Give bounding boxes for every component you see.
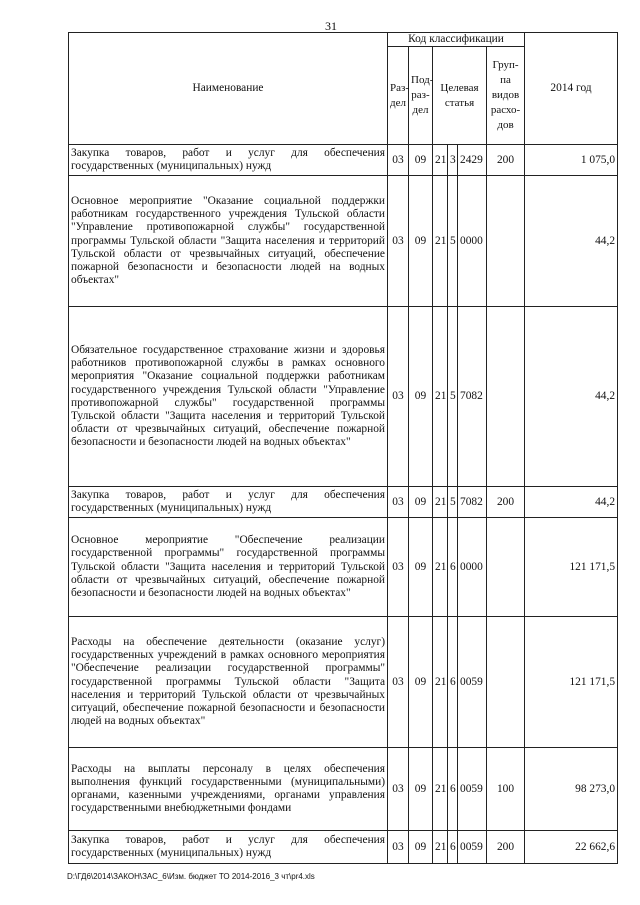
row-group — [487, 617, 525, 748]
row-article-program: 21 — [433, 748, 448, 831]
row-podrazdel: 09 — [409, 831, 433, 864]
row-group — [487, 176, 525, 307]
row-article-subprogram: 6 — [448, 518, 458, 617]
row-podrazdel: 09 — [409, 617, 433, 748]
row-name: Закупка товаров, работ и услуг для обеспечения государственных (муниципальных) нужд — [69, 145, 388, 176]
footer-file-path: D:\ГД6\2014\ЗАКОН\ЗАС_6\Изм. бюджет ТО 2014-2016_3 чт\pr4.xls — [67, 872, 315, 881]
row-amount: 44,2 — [525, 307, 618, 487]
row-podrazdel: 09 — [409, 307, 433, 487]
row-razdel: 03 — [388, 831, 409, 864]
row-article-program: 21 — [433, 518, 448, 617]
row-article-code: 0000 — [458, 518, 487, 617]
row-article-subprogram: 6 — [448, 748, 458, 831]
row-podrazdel: 09 — [409, 176, 433, 307]
row-name: Основное мероприятие "Обеспечение реализации государственной программы" государственной программы Тульской области "Защита населения и территорий Тульской области от чрезвычайных ситуаций, обеспечение пожарной безопасности и безопасности людей на водных объектах" — [69, 518, 388, 617]
row-article-code: 0059 — [458, 748, 487, 831]
row-article-subprogram: 5 — [448, 176, 458, 307]
row-group: 200 — [487, 831, 525, 864]
header-razdel: Раз-дел — [388, 47, 409, 145]
row-group: 200 — [487, 487, 525, 518]
row-amount: 121 171,5 — [525, 617, 618, 748]
row-article-subprogram: 3 — [448, 145, 458, 176]
row-article-program: 21 — [433, 307, 448, 487]
row-name: Основное мероприятие "Оказание социальной поддержки работникам государственного учреждения Тульской области "Управление противопожарной службы" государственной программы Тульской области "Защита населения и территорий Тульской области от чрезвычайных ситуаций, обеспечение пожарной безопасности и безопасности людей на водных объектах" — [69, 176, 388, 307]
row-razdel: 03 — [388, 617, 409, 748]
row-name: Расходы на обеспечение деятельности (оказание услуг) государственных учреждений в рамках основного мероприятия "Обеспечение реализации государственной программы" государственной программы Тульской области "Защита населения и территорий Тульской области от чрезвычайных ситуаций, обеспечение пожарной безопасности и безопасности людей на водных объектах" — [69, 617, 388, 748]
table-row — [69, 748, 618, 831]
row-name: Закупка товаров, работ и услуг для обеспечения государственных (муниципальных) нужд — [69, 831, 388, 864]
row-podrazdel: 09 — [409, 748, 433, 831]
row-razdel: 03 — [388, 487, 409, 518]
page-number: 31 — [325, 19, 337, 33]
table-row — [69, 145, 618, 176]
row-name: Расходы на выплаты персоналу в целях обеспечения выполнения функций государственными (муниципальными) органами, казенными учреждениями, органами управления государственными внебюджетными фондами — [69, 748, 388, 831]
row-article-code: 2429 — [458, 145, 487, 176]
row-article-program: 21 — [433, 176, 448, 307]
row-razdel: 03 — [388, 518, 409, 617]
row-podrazdel: 09 — [409, 145, 433, 176]
header-year: 2014 год — [525, 33, 618, 145]
row-razdel: 03 — [388, 307, 409, 487]
row-article-program: 21 — [433, 831, 448, 864]
budget-table — [68, 32, 618, 864]
row-podrazdel: 09 — [409, 487, 433, 518]
row-article-code: 0059 — [458, 831, 487, 864]
header-row — [69, 33, 618, 47]
header-name: Наименование — [69, 33, 388, 145]
row-article-code: 0000 — [458, 176, 487, 307]
row-group: 100 — [487, 748, 525, 831]
header-code: Код классификации — [388, 33, 525, 47]
table-row — [69, 176, 618, 307]
row-razdel: 03 — [388, 748, 409, 831]
row-article-subprogram: 6 — [448, 617, 458, 748]
header-podrazdel: Под-раз-дел — [409, 47, 433, 145]
row-article-code: 7082 — [458, 487, 487, 518]
row-article-program: 21 — [433, 145, 448, 176]
row-article-program: 21 — [433, 487, 448, 518]
row-amount: 44,2 — [525, 176, 618, 307]
table-row — [69, 487, 618, 518]
row-article-subprogram: 5 — [448, 487, 458, 518]
table-row — [69, 831, 618, 864]
table-row — [69, 518, 618, 617]
row-article-subprogram: 6 — [448, 831, 458, 864]
row-group — [487, 307, 525, 487]
row-article-code: 0059 — [458, 617, 487, 748]
table-row — [69, 617, 618, 748]
row-razdel: 03 — [388, 145, 409, 176]
row-amount: 44,2 — [525, 487, 618, 518]
row-article-subprogram: 5 — [448, 307, 458, 487]
row-group — [487, 518, 525, 617]
row-article-code: 7082 — [458, 307, 487, 487]
row-name: Закупка товаров, работ и услуг для обеспечения государственных (муниципальных) нужд — [69, 487, 388, 518]
header-group: Груп-па видов расхо-дов — [487, 47, 525, 145]
row-name: Обязательное государственное страхование жизни и здоровья работников противопожарной службы в рамках основного мероприятия "Оказание социальной поддержки работникам государственного учреждения Тульской области "Управление противопожарной службы" государственной программы Тульской области "Защита населения и территорий Тульской области от чрезвычайных ситуаций, обеспечение пожарной безопасности и безопасности людей на водных объектах" — [69, 307, 388, 487]
row-amount: 121 171,5 — [525, 518, 618, 617]
row-group: 200 — [487, 145, 525, 176]
row-article-program: 21 — [433, 617, 448, 748]
table-row — [69, 307, 618, 487]
header-article: Целевая статья — [433, 47, 487, 145]
row-podrazdel: 09 — [409, 518, 433, 617]
row-razdel: 03 — [388, 176, 409, 307]
row-amount: 1 075,0 — [525, 145, 618, 176]
row-amount: 98 273,0 — [525, 748, 618, 831]
row-amount: 22 662,6 — [525, 831, 618, 864]
